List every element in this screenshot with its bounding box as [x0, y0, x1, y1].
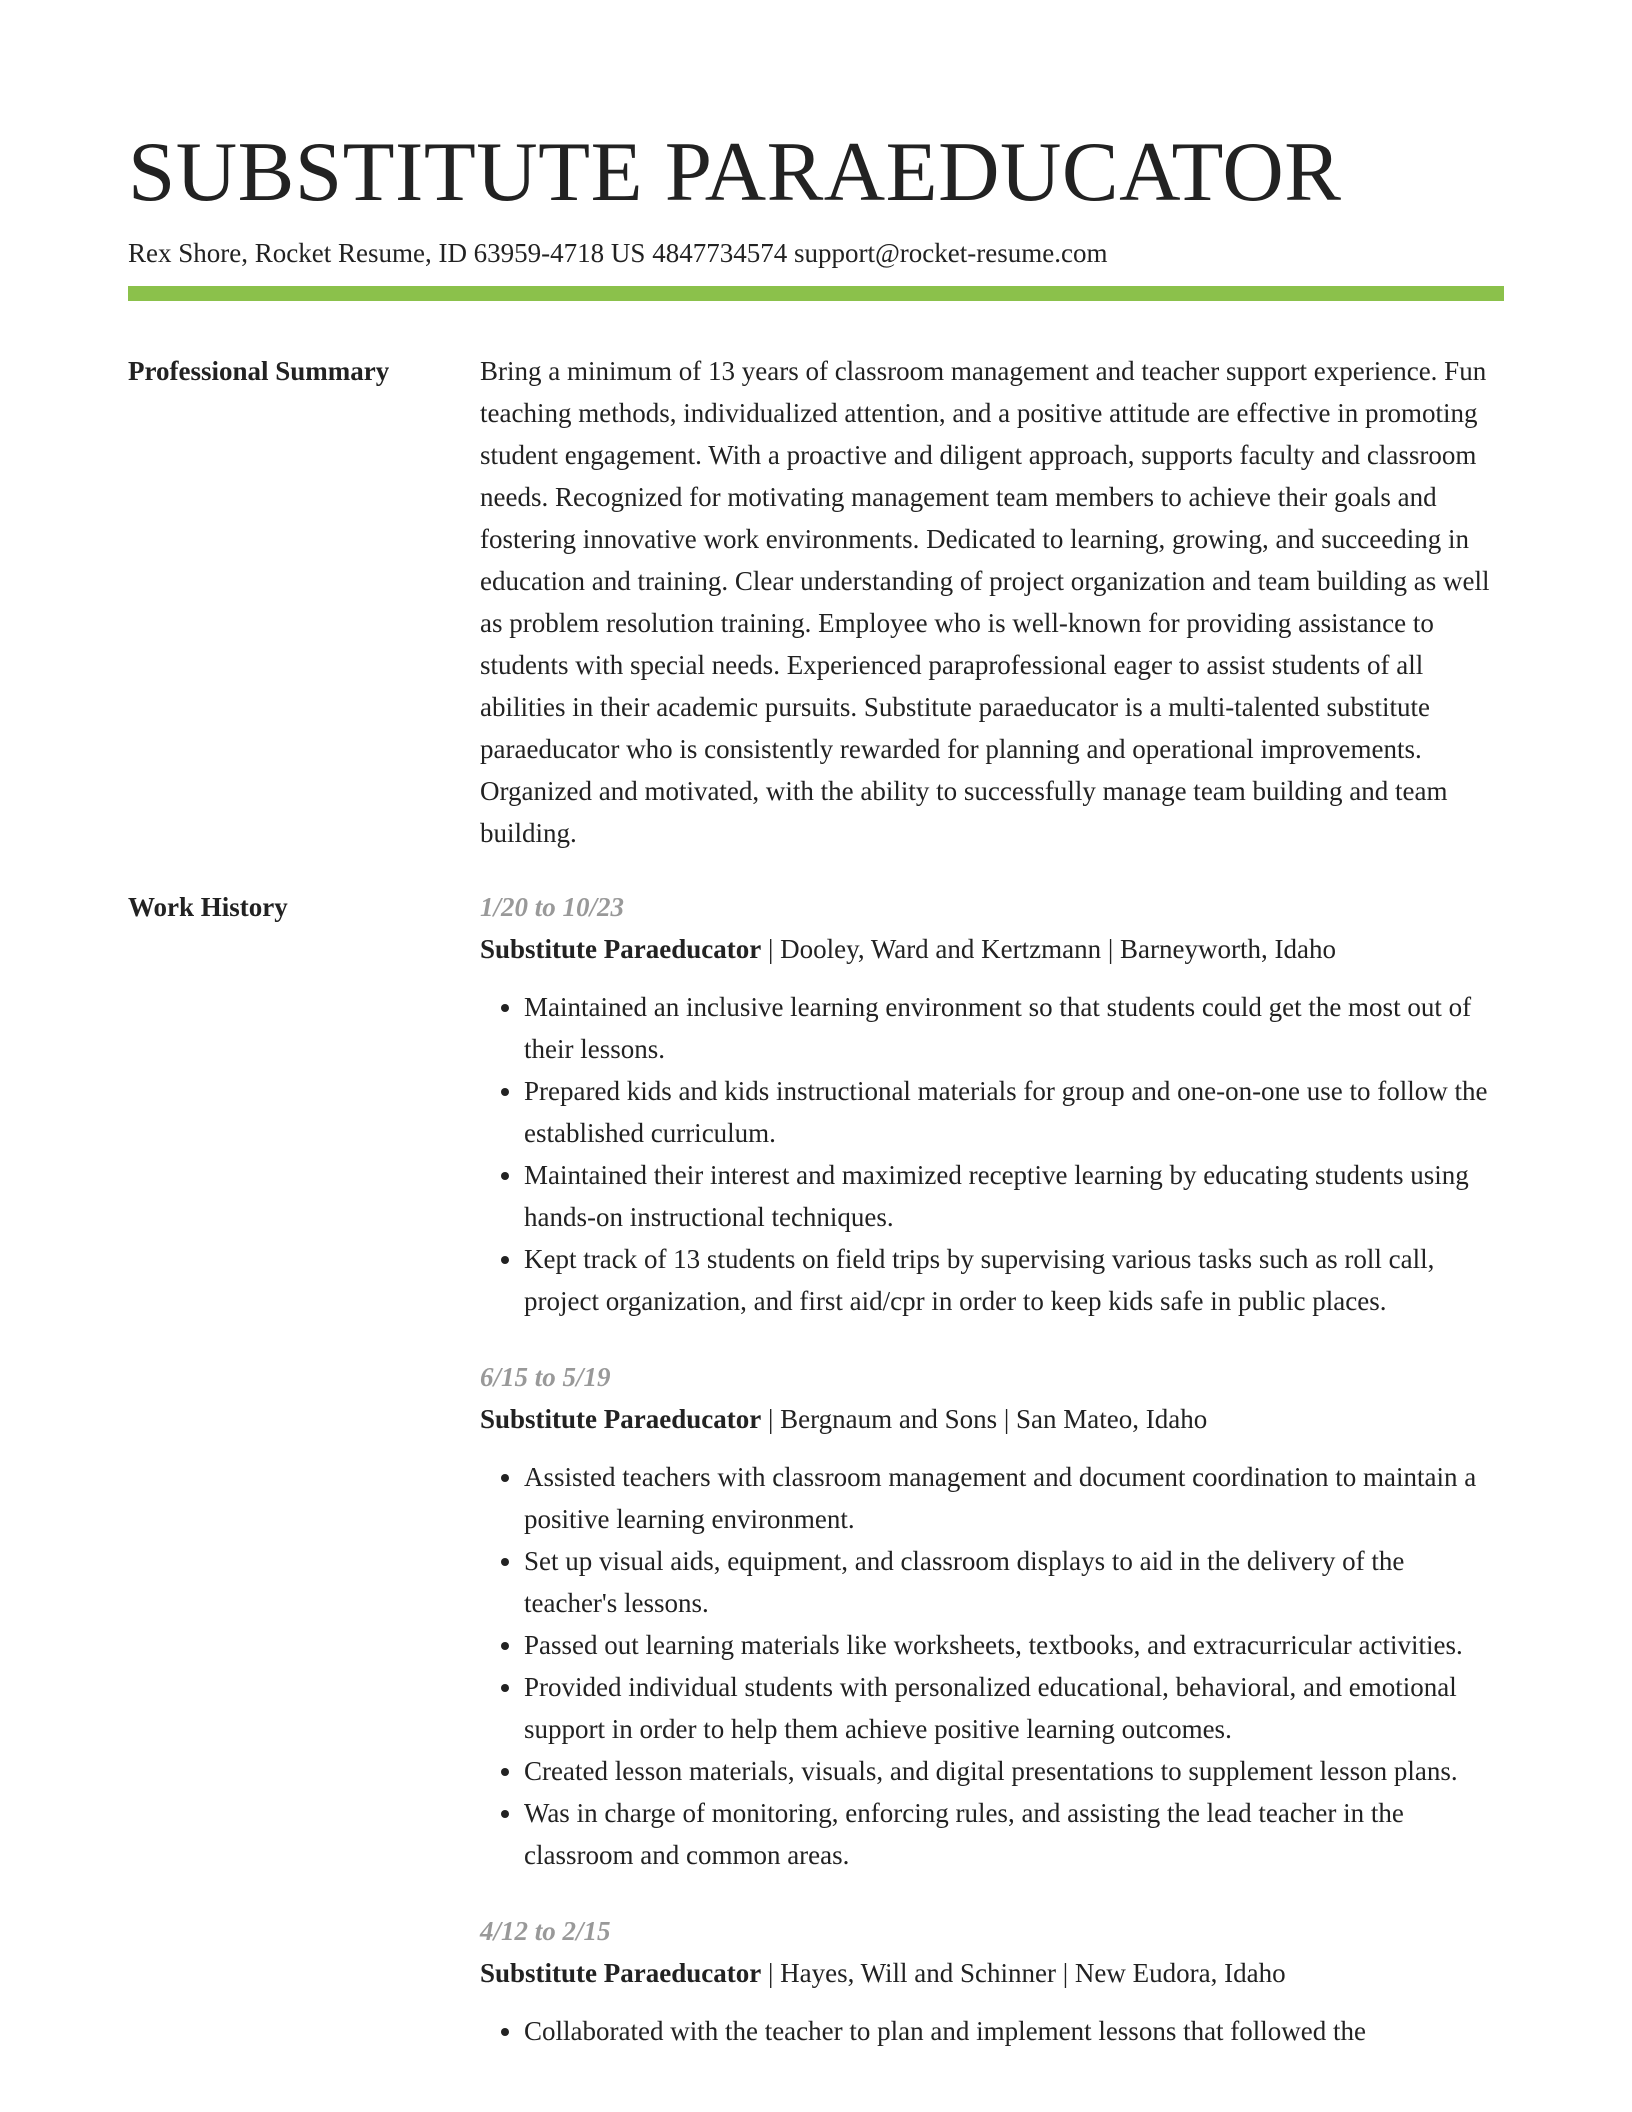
job-bullet: • Set up visual aids, equipment, and classroom displays to aid in the delivery of the teacher's lessons.	[524, 1540, 1504, 1624]
job-dates: 1/20 to 10/23	[480, 892, 625, 922]
work-history-body	[480, 886, 1504, 2086]
job-heading	[480, 1398, 1504, 1440]
contact-line: Rex Shore, Rocket Resume, ID 63959-4718 US 4847734574 support@rocket-resume.com	[128, 238, 1108, 268]
job-bullets	[480, 1456, 1504, 1876]
resume-header	[128, 118, 1504, 270]
job-bullet: • Kept track of 13 students on field trips by supervising various tasks such as roll call, project organization, and first aid/cpr in order to keep kids safe in public places.	[524, 1238, 1504, 1322]
job-details: | Hayes, Will and Schinner | New Eudora, Idaho	[761, 1958, 1286, 1988]
job-title: Substitute Paraeducator	[480, 1404, 762, 1434]
job-bullet: • Provided individual students with personalized educational, behavioral, and emotional support in order to help them achieve positive learning outcomes.	[524, 1666, 1504, 1750]
job-heading	[480, 1952, 1504, 1994]
job-entry	[480, 1910, 1504, 2052]
job-entry	[480, 1356, 1504, 1876]
job-bullet: • Prepared kids and kids instructional materials for group and one-on-one use to follow the established curriculum.	[524, 1070, 1504, 1154]
summary-body	[480, 350, 1504, 854]
job-entry	[480, 886, 1504, 1322]
job-title: Substitute Paraeducator	[480, 934, 762, 964]
job-bullet: • Maintained an inclusive learning environment so that students could get the most out of their lessons.	[524, 986, 1504, 1070]
job-bullet: • Maintained their interest and maximized receptive learning by educating students using hands-on instructional techniques.	[524, 1154, 1504, 1238]
header-divider	[128, 286, 1504, 301]
job-bullet: • Created lesson materials, visuals, and digital presentations to supplement lesson plans.	[524, 1750, 1504, 1792]
job-title: Substitute Paraeducator	[480, 1958, 762, 1988]
work-history-label: Work History	[128, 892, 288, 922]
job-bullet: • Passed out learning materials like worksheets, textbooks, and extracurricular activities.	[524, 1624, 1504, 1666]
job-bullets	[480, 2010, 1504, 2052]
job-dates: 4/12 to 2/15	[480, 1916, 611, 1946]
job-bullets	[480, 986, 1504, 1322]
job-details: | Bergnaum and Sons | San Mateo, Idaho	[761, 1404, 1208, 1434]
job-dates: 6/15 to 5/19	[480, 1362, 611, 1392]
summary-label: Professional Summary	[128, 356, 390, 386]
job-bullet: • Was in charge of monitoring, enforcing rules, and assisting the lead teacher in the classroom and common areas.	[524, 1792, 1504, 1876]
candidate-title: SUBSTITUTE PARAEDUCATOR	[128, 125, 1342, 219]
job-bullet: • Assisted teachers with classroom management and document coordination to maintain a positive learning environment.	[524, 1456, 1504, 1540]
summary-text: Bring a minimum of 13 years of classroom management and teacher support experience. Fun teaching methods, individualized attention, and a positive attitude are effective in promoting student engagement. With a proactive and diligent approach, supports faculty and classroom needs. Recognized for motivating management team members to achieve their goals and fostering innovative work environments. Dedicated to learning, growing, and succeeding in education and training. Clear understanding of project organization and team building as well as problem resolution training. Employee who is well-known for providing assistance to students with special needs. Experienced paraprofessional eager to assist students of all abilities in their academic pursuits. Substitute paraeducator is a multi-talented substitute paraeducator who is consistently rewarded for planning and operational improvements. Organized and motivated, with the ability to successfully manage team building and team building.	[480, 356, 1490, 848]
job-bullet: • Collaborated with the teacher to plan and implement lessons that followed the	[524, 2010, 1504, 2052]
job-heading	[480, 928, 1504, 970]
job-details: | Dooley, Ward and Kertzmann | Barneyworth, Idaho	[761, 934, 1336, 964]
